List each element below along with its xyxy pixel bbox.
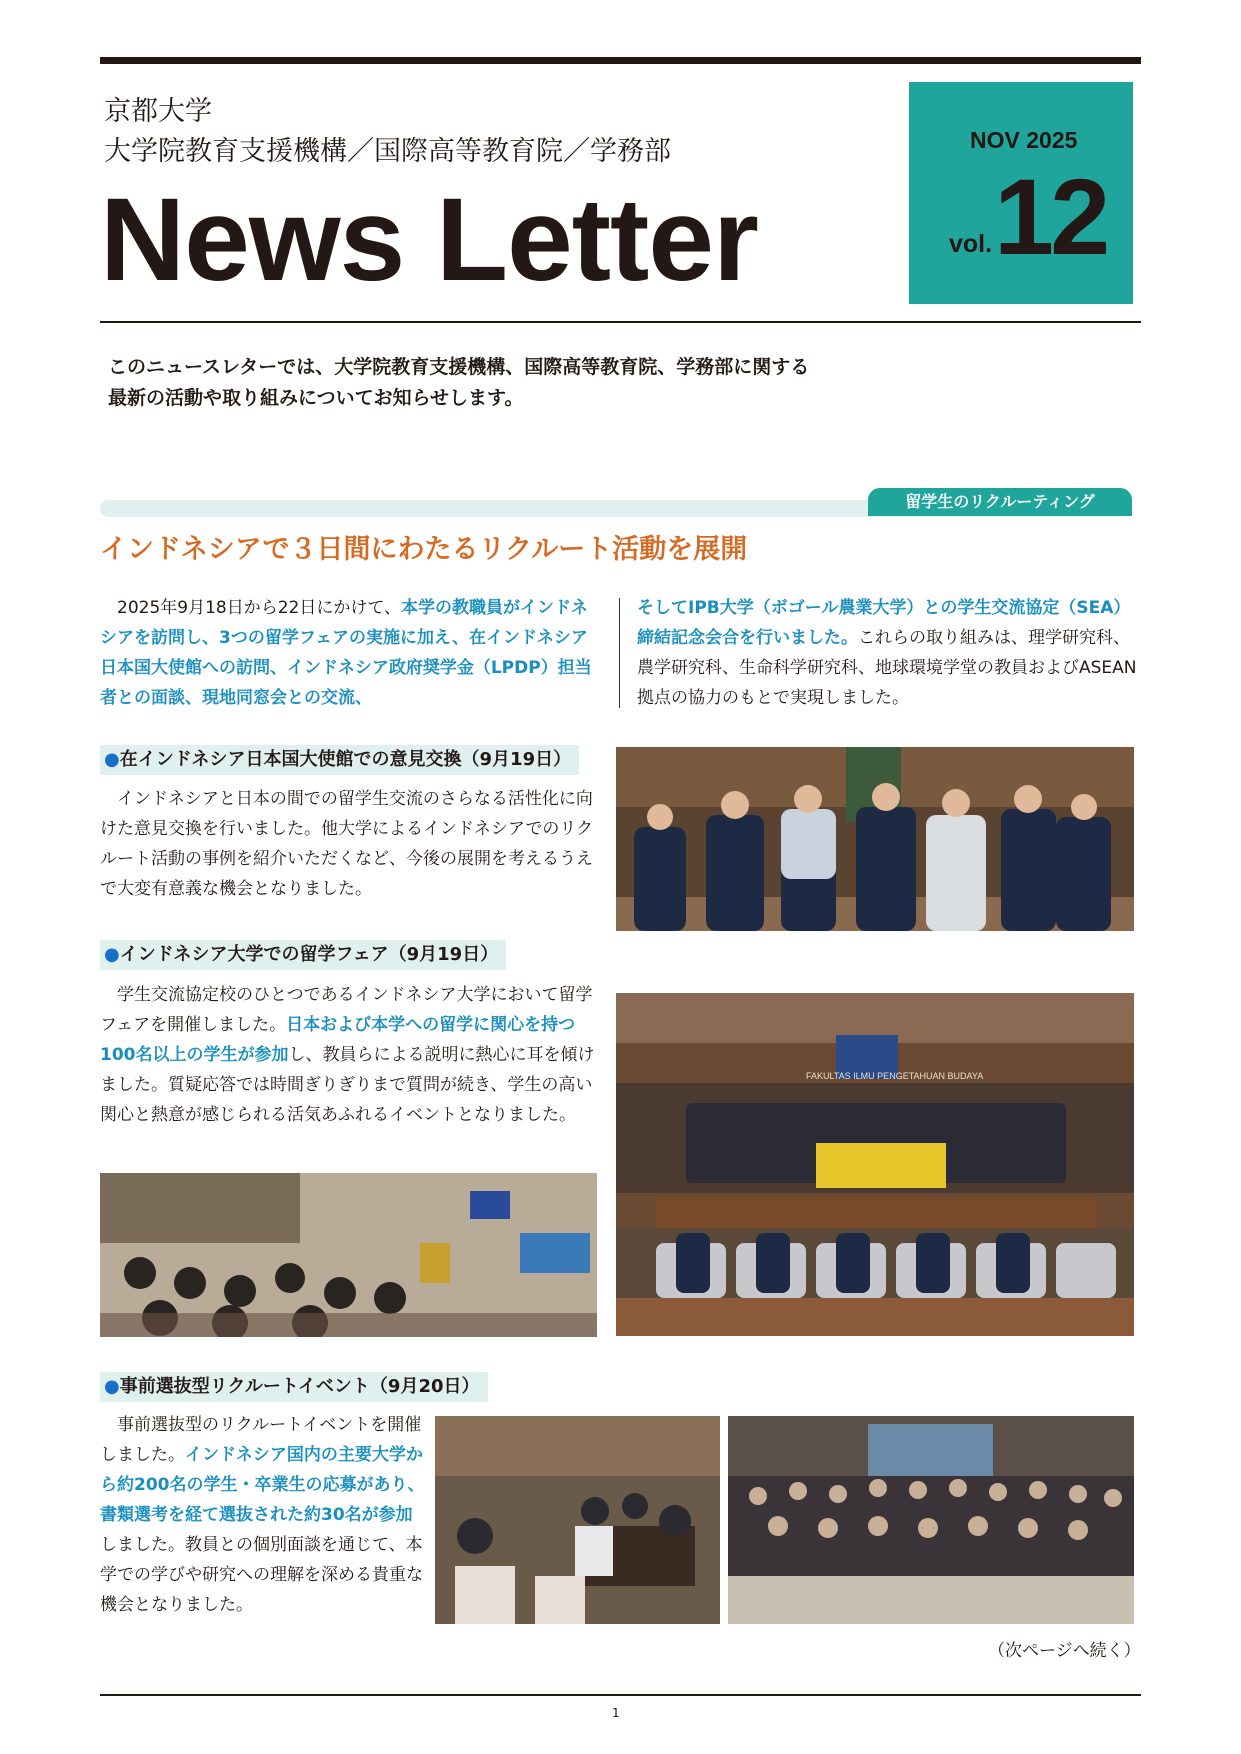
- fair-text-a: 学生交流協定校のひとつであるインドネシア大学において留学フェアを開催しました。: [100, 985, 593, 1035]
- preselect-heading: [100, 1372, 488, 1402]
- lead-1-highlight: 本学の教職員がインドネシアを訪問し、3つの留学フェアの実施に加え、在インドネシア日本国大使館への訪問、インドネシア政府奨学金（LPDP）担当者との面談、現地同窓会との交流、: [100, 598, 592, 708]
- embassy-heading: [100, 745, 579, 775]
- lead-column-2: [637, 593, 1139, 713]
- interview-photo: [435, 1416, 720, 1624]
- bullet-icon: ●: [104, 944, 120, 965]
- faculty-sign: FAKULTAS ILMU PENGETAHUAN BUDAYA: [806, 1071, 984, 1081]
- intro-text: [108, 352, 809, 414]
- fair-group-photo: [616, 993, 1134, 1336]
- preselect-body: [100, 1410, 425, 1620]
- intro-line-1: このニュースレターでは、大学院教育支援機構、国際高等教育院、学務部に関する: [108, 356, 810, 378]
- fair-body: [100, 980, 605, 1130]
- preselect-highlight: インドネシア国内の主要大学から約200名の学生・卒業生の応募があり、書類選考を経て選抜された約30名が参加: [100, 1445, 425, 1525]
- intro-line-2: 最新の活動や取り組みについてお知らせします。: [108, 387, 524, 409]
- vol-label: vol.: [949, 230, 993, 258]
- bullet-icon: ●: [104, 1376, 120, 1397]
- continued-note: （次ページへ続く）: [988, 1641, 1141, 1661]
- top-rule: [100, 57, 1141, 64]
- fair-highlight: 日本および本学への留学に関心を持つ100名以上の学生が参加: [100, 1015, 576, 1065]
- event-group-photo: [728, 1416, 1134, 1624]
- fair-heading: [100, 940, 506, 970]
- bullet-icon: ●: [104, 749, 120, 770]
- issue-date: NOV 2025: [970, 127, 1078, 153]
- fair-audience-photo: [100, 1173, 597, 1337]
- lead-column-1: [100, 593, 602, 713]
- fair-heading-text: インドネシア大学での留学フェア（9月19日）: [119, 944, 499, 965]
- embassy-heading-text: 在インドネシア日本国大使館での意見交換（9月19日）: [119, 749, 572, 770]
- vol-number: 12: [994, 156, 1107, 277]
- university-name: 京都大学: [104, 96, 212, 127]
- preselect-text-c: しました。教員との個別面談を通じて、本学での学びや研究への理解を深める貴重な機会となりました。: [100, 1535, 423, 1615]
- department-names: 大学院教育支援機構／国際高等教育院／学務部: [104, 136, 671, 167]
- header-divider: [100, 321, 1141, 323]
- newsletter-title: News Letter: [100, 174, 758, 306]
- embassy-photo: [616, 747, 1134, 931]
- embassy-body: インドネシアと日本の間での留学生交流のさらなる活性化に向けた意見交換を行いました。他大学によるインドネシアでのリクルート活動の事例を紹介いただくなど、今後の展開を考えるうえで大変有意義な機会となりました。: [100, 789, 593, 899]
- column-separator: [619, 598, 620, 708]
- lead-2-text: これらの取り組みは、理学研究科、農学研究科、生命科学研究科、地球環境学堂の教員およびASEAN拠点の協力のもとで実現しました。: [637, 628, 1137, 708]
- footer-rule: [100, 1694, 1141, 1696]
- section-tag: 留学生のリクルーティング: [868, 488, 1132, 516]
- preselect-heading-text: 事前選抜型リクルートイベント（9月20日）: [119, 1376, 480, 1397]
- preselect-text-a: 事前選抜型のリクルートイベントを開催しました。: [100, 1415, 422, 1465]
- page-number: 1: [612, 1706, 620, 1720]
- article-headline: インドネシアで３日間にわたるリクルート活動を展開: [100, 534, 748, 565]
- issue-badge: [909, 82, 1133, 304]
- fair-text-c: し、教員らによる説明に熱心に耳を傾けました。質疑応答では時間ぎりぎりまで質問が続き、学生の高い関心と熱意が感じられる活気あふれるイベントとなりました。: [100, 1045, 595, 1125]
- lead-2-highlight: そしてIPB大学（ボゴール農業大学）との学生交流協定（SEA）締結記念会合を行いました。: [637, 598, 1131, 648]
- lead-1-text: 2025年9月18日から22日にかけて、: [100, 598, 402, 618]
